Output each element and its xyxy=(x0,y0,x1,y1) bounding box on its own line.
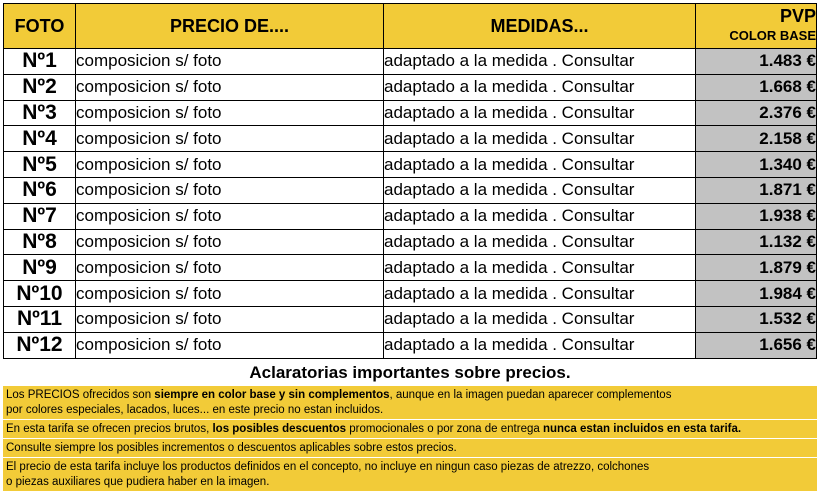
row-description: composicion s/ foto xyxy=(76,306,384,332)
row-price: 1.656 € xyxy=(696,332,817,358)
row-measures: adaptado a la medida . Consultar xyxy=(384,203,696,229)
row-measures: adaptado a la medida . Consultar xyxy=(384,49,696,75)
row-price: 1.871 € xyxy=(696,177,817,203)
row-price: 1.483 € xyxy=(696,49,817,75)
table-row xyxy=(4,49,817,75)
row-number: Nº7 xyxy=(4,203,76,229)
table-row xyxy=(4,203,817,229)
row-price: 1.938 € xyxy=(696,203,817,229)
row-price: 1.532 € xyxy=(696,306,817,332)
row-price: 2.158 € xyxy=(696,126,817,152)
row-price: 1.984 € xyxy=(696,281,817,307)
row-description: composicion s/ foto xyxy=(76,255,384,281)
row-number: Nº9 xyxy=(4,255,76,281)
table-row xyxy=(4,177,817,203)
row-number: Nº10 xyxy=(4,281,76,307)
row-number: Nº11 xyxy=(4,306,76,332)
row-measures: adaptado a la medida . Consultar xyxy=(384,255,696,281)
note-colors: Los PRECIOS ofrecidos son siempre en color base y sin complementos, aunque en la imagen puedan aparecer complementos por colores especiales, lacados, luces... en este precio no estan incluidos. xyxy=(3,386,817,420)
row-price: 1.132 € xyxy=(696,229,817,255)
header-pvp-label: PVP xyxy=(779,6,816,26)
table-row xyxy=(4,74,817,100)
row-measures: adaptado a la medida . Consultar xyxy=(384,229,696,255)
table-row xyxy=(4,306,817,332)
note-includes: El precio de esta tarifa incluye los productos definidos en el concepto, no incluye en ningun caso piezas de atrezzo, colchones o piezas auxiliares que pudiera haber en la imagen. xyxy=(3,458,817,492)
header-foto: FOTO xyxy=(4,4,76,49)
header-medidas: MEDIDAS... xyxy=(384,4,696,49)
row-measures: adaptado a la medida . Consultar xyxy=(384,152,696,178)
notes-title: Aclaratorias importantes sobre precios. xyxy=(249,363,571,382)
row-measures: adaptado a la medida . Consultar xyxy=(384,306,696,332)
header-precio: PRECIO DE.... xyxy=(76,4,384,49)
row-measures: adaptado a la medida . Consultar xyxy=(384,100,696,126)
note-discounts: En esta tarifa se ofrecen precios brutos, los posibles descuentos promocionales o por zona de entrega nunca estan incluidos en esta tarifa. xyxy=(3,420,817,439)
notes-section xyxy=(3,386,817,492)
row-description: composicion s/ foto xyxy=(76,49,384,75)
row-description: composicion s/ foto xyxy=(76,332,384,358)
row-description: composicion s/ foto xyxy=(76,126,384,152)
row-description: composicion s/ foto xyxy=(76,74,384,100)
row-price: 1.340 € xyxy=(696,152,817,178)
row-measures: adaptado a la medida . Consultar xyxy=(384,332,696,358)
table-row xyxy=(4,229,817,255)
table-header-row xyxy=(4,4,817,49)
row-description: composicion s/ foto xyxy=(76,203,384,229)
row-number: Nº8 xyxy=(4,229,76,255)
row-number: Nº5 xyxy=(4,152,76,178)
row-price: 1.879 € xyxy=(696,255,817,281)
row-number: Nº6 xyxy=(4,177,76,203)
row-number: Nº1 xyxy=(4,49,76,75)
row-description: composicion s/ foto xyxy=(76,177,384,203)
row-number: Nº12 xyxy=(4,332,76,358)
table-row xyxy=(4,255,817,281)
row-number: Nº4 xyxy=(4,126,76,152)
header-pvp xyxy=(696,4,817,49)
row-price: 1.668 € xyxy=(696,74,817,100)
row-description: composicion s/ foto xyxy=(76,100,384,126)
row-number: Nº3 xyxy=(4,100,76,126)
row-description: composicion s/ foto xyxy=(76,281,384,307)
row-measures: adaptado a la medida . Consultar xyxy=(384,74,696,100)
table-row xyxy=(4,100,817,126)
row-price: 2.376 € xyxy=(696,100,817,126)
table-row xyxy=(4,332,817,358)
row-measures: adaptado a la medida . Consultar xyxy=(384,281,696,307)
table-row xyxy=(4,126,817,152)
row-measures: adaptado a la medida . Consultar xyxy=(384,126,696,152)
row-description: composicion s/ foto xyxy=(76,229,384,255)
header-pvp-sublabel: COLOR BASE xyxy=(729,28,816,43)
table-row xyxy=(4,152,817,178)
row-number: Nº2 xyxy=(4,74,76,100)
price-table xyxy=(3,3,817,359)
note-consult: Consulte siempre los posibles incrementos o descuentos aplicables sobre estos precios. xyxy=(3,439,817,458)
table-row xyxy=(4,281,817,307)
row-measures: adaptado a la medida . Consultar xyxy=(384,177,696,203)
row-description: composicion s/ foto xyxy=(76,152,384,178)
